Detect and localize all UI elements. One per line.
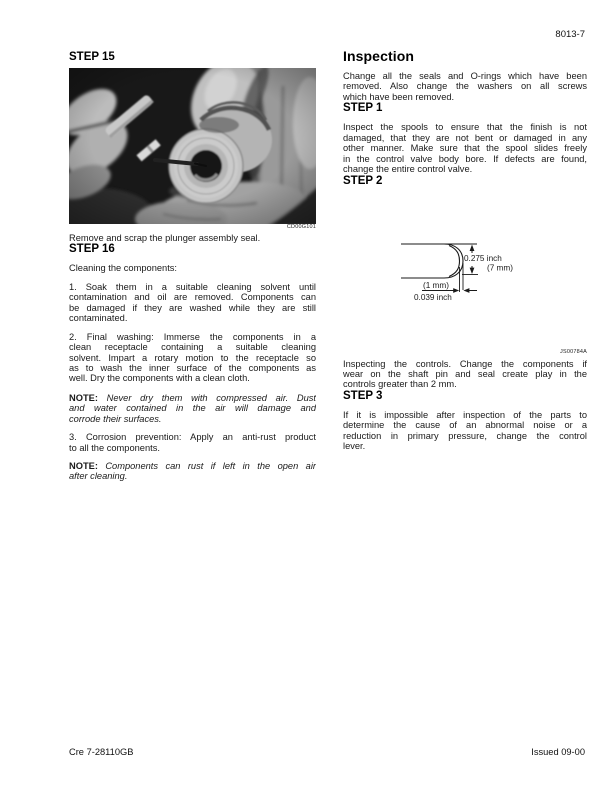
left-column — [69, 51, 316, 482]
step-3-heading: STEP 3 — [343, 389, 383, 402]
inspection-intro: Change all the seals and O-rings which have been removed. Also change the washers on all screws which have been removed. — [343, 71, 587, 102]
dim-horizontal-value: 0.039 inch — [414, 292, 452, 302]
footer-issue-date: Issued 09-00 — [531, 747, 585, 757]
photo-illustration — [69, 68, 316, 224]
step-2-diagram — [343, 191, 587, 349]
inspection-heading: Inspection — [343, 48, 415, 64]
note-rust: NOTE: Components can rust if left in the open air after cleaning. — [69, 461, 316, 482]
step-1-heading: STEP 1 — [343, 102, 383, 115]
right-column — [343, 49, 587, 452]
cleaning-item-3: 3. Corrosion prevention: Apply an anti-rust product to all the components. — [69, 432, 316, 453]
step-1-text: Inspect the spools to ensure that the finish is not damaged, that they are not bent or damaged in any other manner. Make sure that the spool slides freely in the control valve body bore. If defects are found, change the entire control valve. — [343, 122, 587, 175]
step-2-heading: STEP 2 — [343, 174, 383, 187]
dim-horizontal-metric: (1 mm) — [423, 280, 449, 290]
dim-vertical-metric: (7 mm) — [487, 263, 513, 272]
footer-document-code: Cre 7-28110GB — [69, 747, 134, 757]
cleaning-item-1: 1. Soak them in a suitable cleaning solvent until contamination and oil are removed. Components can be damaged if they are washed while they are still contaminated. — [69, 281, 316, 324]
step-2-text: Inspecting the controls. Change the components if wear on the shaft pin and seal create play in the controls greater than 2 mm. — [343, 358, 587, 390]
step-15-heading: STEP 15 — [69, 51, 115, 63]
step-15-photo — [69, 68, 316, 224]
cleaning-intro: Cleaning the components: — [69, 263, 178, 274]
figure-code-right: JS00784A — [560, 348, 587, 355]
step-3-text: If it is impossible after inspection of the parts to determine the cause of an abnormal noise or a reduction in primary pressure, change the control lever. — [343, 409, 587, 452]
page-number: 8013-7 — [555, 29, 585, 40]
photo-caption: Remove and scrap the plunger assembly seal. — [69, 233, 261, 243]
step-16-heading: STEP 16 — [69, 243, 115, 256]
dim-vertical-value: 0.275 inch — [464, 253, 502, 263]
spool-dimension-drawing — [343, 191, 587, 349]
cleaning-item-2: 2. Final washing: Immerse the components in a clean receptacle containing a suitable cleaning solvent. Impart a rotary motion to the receptacle so as to wash the inner surface of the components as well. Dry the components with a clean cloth. — [69, 331, 316, 384]
note-compressed-air: NOTE: Never dry them with compressed air. Dust and water contained in the air will damage and corrode their surfaces. — [69, 392, 316, 424]
figure-code-left: CD00G101 — [286, 224, 316, 230]
photo-vignette — [69, 68, 316, 224]
